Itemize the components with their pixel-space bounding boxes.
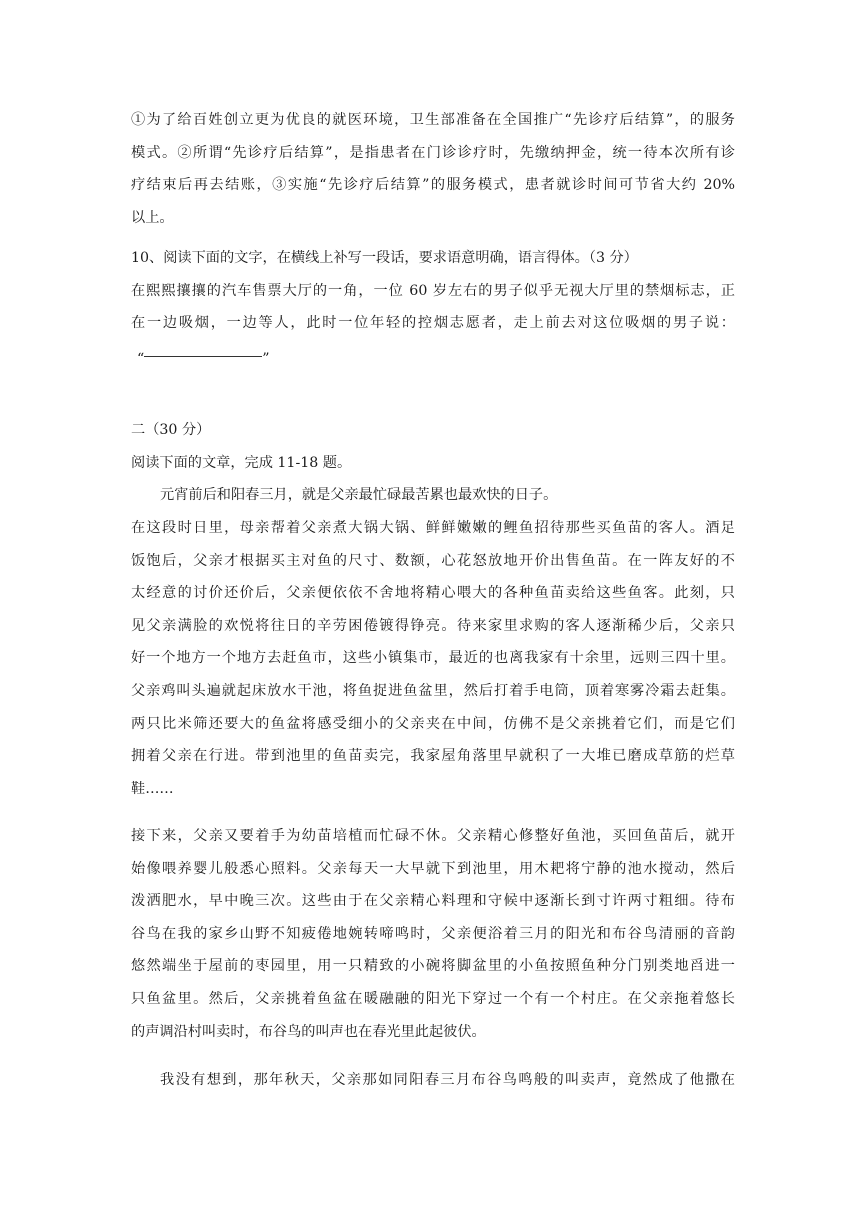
q9-line: 以上。	[131, 209, 174, 226]
article-line: 鞋……	[131, 780, 174, 797]
article-paragraph-4	[131, 1064, 735, 1097]
q9-line: 疗结束后再去结账，③实施“先诊疗后结算”的服务模式，患者就诊时间可节省大约 20%	[131, 177, 735, 194]
article-line: 见父亲满脸的欢悦将往日的辛劳困倦镀得铮亮。待来家里求购的客人逐渐稀少后，父亲只	[131, 617, 735, 634]
q9-line: ①为了给百姓创立更为优良的就医环境，卫生部准备在全国推广“先诊疗后结算”，的服务	[131, 112, 735, 128]
article-paragraph-2	[131, 512, 735, 805]
article-line: 泼洒肥水，早中晚三次。这些由于在父亲精心料理和守候中逐渐长到寸许两寸粗细。待布	[131, 893, 735, 910]
article-line: 只鱼盆里。然后，父亲挑着鱼盆在暖融融的阳光下穿过一个有一个村庄。在父亲拖着悠长	[131, 990, 735, 1007]
article-line: 在这段时日里，母亲帮着父亲煮大锅大锅、鲜鲜嫩嫩的鲤鱼招待那些买鱼苗的客人。酒足	[131, 520, 735, 536]
section-instruction: 阅读下面的文章，完成 11-18 题。	[131, 454, 352, 471]
article-line: 始像喂养婴儿般悉心照料。父亲每天一大早就下到池里，用木耙将宁静的池水搅动，然后	[131, 860, 735, 877]
open-quote: “	[137, 350, 145, 367]
article-line: 父亲鸡叫头遍就起床放水干池，将鱼捉进鱼盆里，然后打着手电筒，顶着寒雾冷霜去赶集。	[131, 682, 735, 699]
answer-blank[interactable]	[144, 334, 262, 357]
article-line: 两只比米筛还要大的鱼盆将感受细小的父亲夹在中间，仿佛不是父亲挑着它们，而是它们	[131, 715, 735, 732]
article-line: 的声调沿村叫卖时，布谷鸟的叫声也在春光里此起彼伏。	[131, 1023, 486, 1040]
q10-line: 在一边吸烟，一边等人，此时一位年轻的控烟志愿者，走上前去对这位吸烟的男子说：	[131, 315, 735, 332]
article-line: 太经意的讨价还价后，父亲便依依不舍地将精心喂大的各种鱼苗卖给这些鱼客。此刻，只	[131, 585, 735, 602]
q9-line: 模式。②所谓“先诊疗后结算”，是指患者在门诊诊疗时，先缴纳押金，统一待本次所有诊	[131, 144, 735, 161]
article-paragraph-1: 元宵前后和阳春三月，就是父亲最忙碌最苦累也最欢快的日子。	[160, 487, 558, 504]
section-heading: 二（30 分）	[131, 422, 211, 438]
article-line: 好一个地方一个地方去赶鱼市，这些小镇集市，最近的也离我家有十余里，远则三四十里。	[131, 650, 735, 667]
article-line: 悠然端坐于屋前的枣园里，用一只精致的小碗将脚盆里的小鱼按照鱼种分门别类地舀进一	[131, 958, 735, 975]
article-line: 拥着父亲在行进。带到池里的鱼苗卖完，我家屋角落里早就积了一大堆已磨成草筋的烂草	[131, 748, 735, 765]
q10-answer-row	[131, 340, 735, 376]
q9-sentences	[131, 104, 735, 234]
q10-block	[131, 242, 735, 375]
q10-line: 在熙熙攘攘的汽车售票大厅的一角，一位 60 岁左右的男子似乎无视大厅里的禁烟标志，正	[131, 282, 735, 299]
article-paragraph-3	[131, 820, 735, 1048]
q10-title: 10、阅读下面的文字，在横线上补写一段话，要求语意明确，语言得体。（3 分）	[131, 250, 638, 266]
article-line: 我没有想到，那年秋天，父亲那如同阳春三月布谷鸟鸣般的叫卖声，竟然成了他撒在	[160, 1072, 735, 1088]
article-line: 饭饱后，父亲才根据买主对鱼的尺寸、数额，心花怒放地开价出售鱼苗。在一阵友好的不	[131, 552, 735, 569]
close-quote: ”	[262, 350, 270, 367]
section-two	[131, 414, 735, 512]
article-line: 谷鸟在我的家乡山野不知疲倦地婉转啼鸣时，父亲便浴着三月的阳光和布谷鸟清丽的音韵	[131, 925, 735, 942]
article-line: 接下来，父亲又要着手为幼苗培植而忙碌不休。父亲精心修整好鱼池，买回鱼苗后，就开	[131, 828, 735, 844]
